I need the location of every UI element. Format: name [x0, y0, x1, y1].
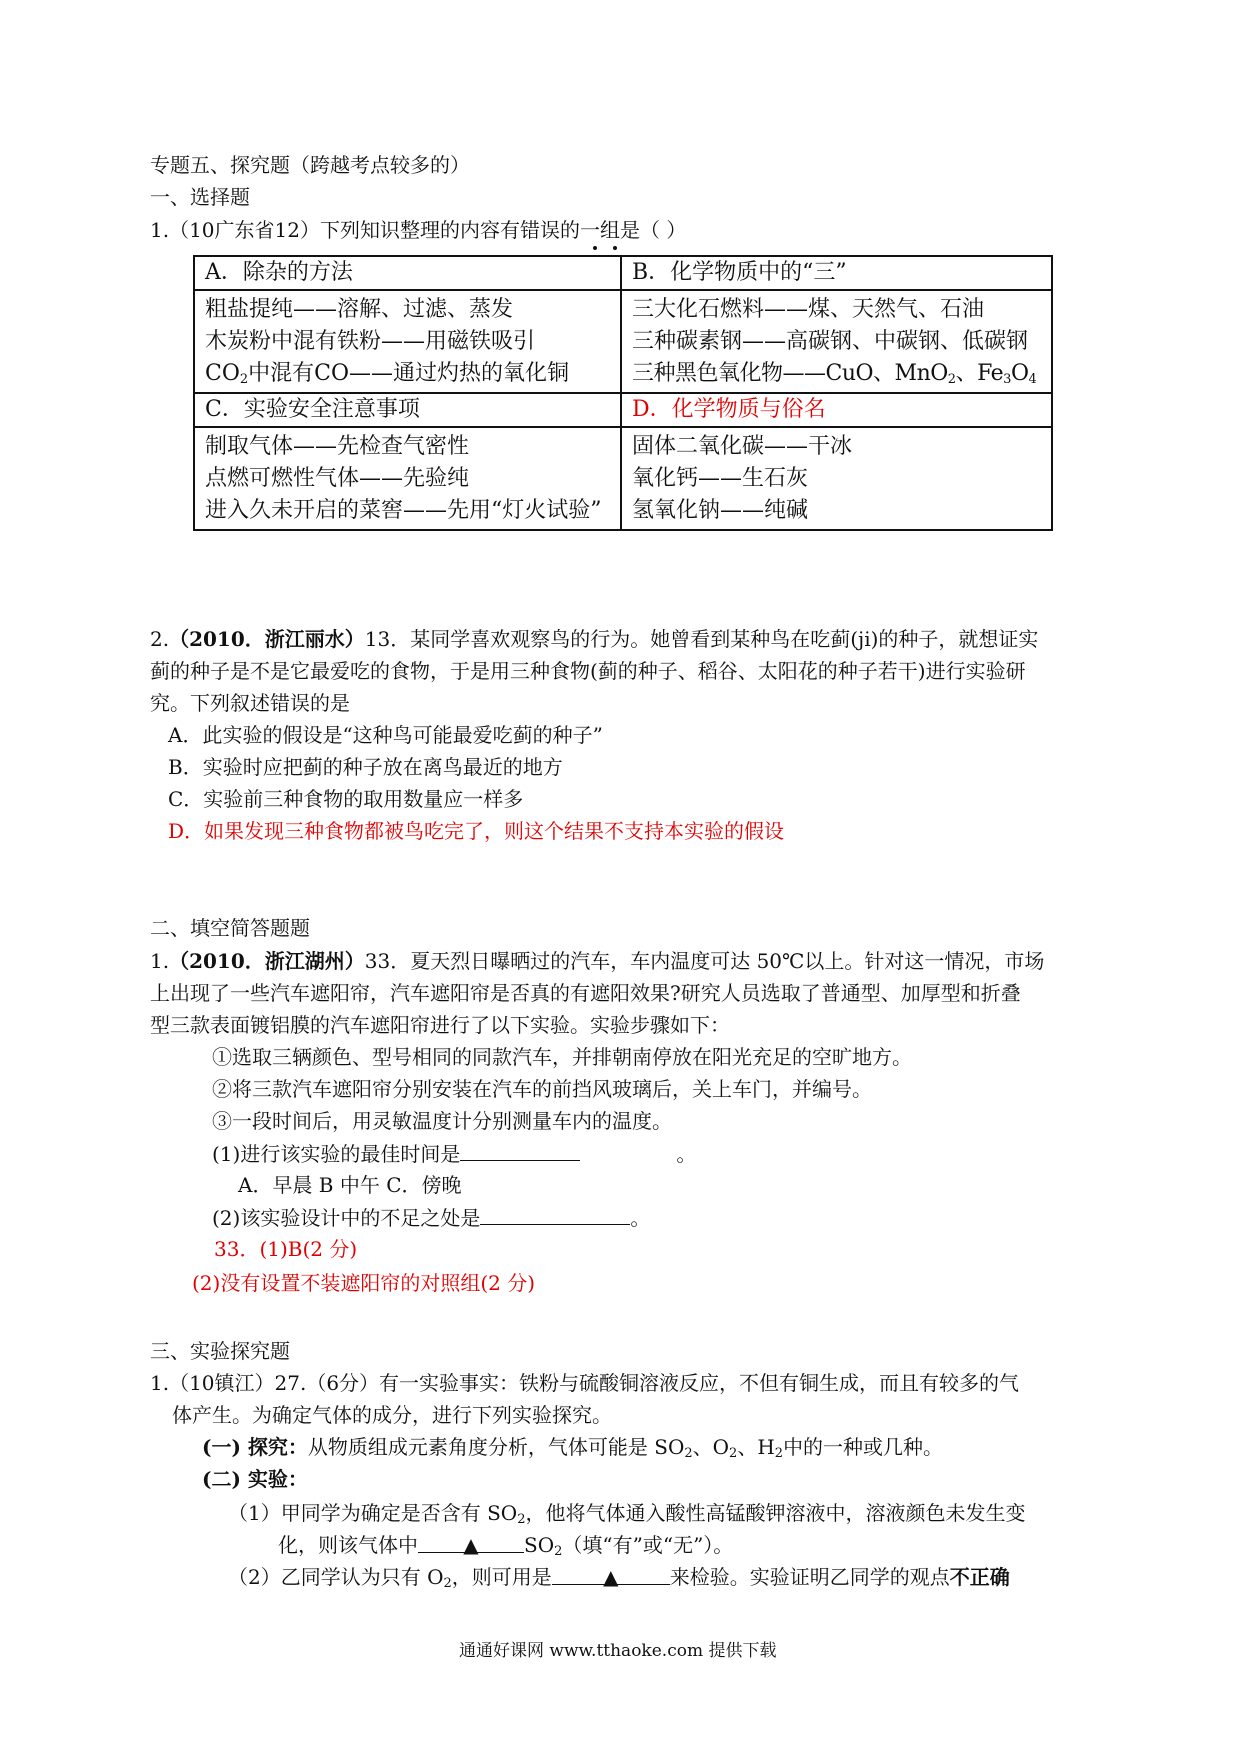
s3-e1-line2: 化，则该气体中 ▲ $SO_2$（填“有”或“无”）。 [278, 1533, 734, 1559]
cell-d-body [621, 427, 1052, 530]
q2-stem-line3: 究。下列叙述错误的是 [150, 691, 350, 715]
answer-blank[interactable] [480, 1204, 630, 1225]
q1-stem-suffix: 的一组是（ ） [559, 218, 687, 242]
table-line: 固体二氧化碳——干冰 [632, 434, 853, 459]
q2-option-a: A．此实验的假设是“这种鸟可能最爱吃蓟的种子” [168, 723, 603, 747]
section1-title: 一、选择题 [150, 185, 250, 209]
section3-title: 三、实验探究题 [150, 1339, 290, 1363]
cell-c-head: C．实验安全注意事项 [194, 393, 621, 427]
q2-option-b: B．实验时应把蓟的种子放在离鸟最近的地方 [168, 755, 563, 779]
table-line: 木炭粉中混有铁粉——用磁铁吸引 [205, 329, 536, 354]
table-line: 氧化钙——生石灰 [632, 466, 809, 491]
table-line: 点燃可燃性气体——先验纯 [205, 466, 470, 491]
q2-stem-line1: 2.（2010．浙江丽水）13．某同学喜欢观察鸟的行为。她曾看到某种鸟在吃蓟(ji)的种子，就想证实 [150, 627, 1039, 651]
s3-e1-line1: （1）甲同学为确定是否含有 $SO_2$，他将气体通入酸性高锰酸钾溶液中，溶液颜色未发生变 [228, 1501, 1026, 1527]
s2-sub1-options: A．早晨 B 中午 C．傍晚 [238, 1173, 462, 1197]
s2-stem-line3: 型三款表面镀铝膜的汽车遮阳帘进行了以下实验。实验步骤如下： [150, 1013, 730, 1037]
table-line: 进入久未开启的菜窖——先用“灯火试验” [205, 498, 602, 523]
answer-blank[interactable]: ▲ [418, 1532, 524, 1553]
cell-a-body [194, 290, 621, 393]
s3-stem-line2: 体产生。为确定气体的成分，进行下列实验探究。 [172, 1403, 612, 1427]
q2-option-d: D．如果发现三种食物都被鸟吃完了，则这个结果不支持本实验的假设 [168, 819, 785, 843]
knowledge-table [193, 255, 1053, 531]
cell-b-body [621, 290, 1052, 393]
topic-title: 专题五、探究题（跨越考点较多的） [150, 153, 470, 177]
answer-blank[interactable]: ▲ [552, 1564, 670, 1585]
table-line: 制取气体——先检查气密性 [205, 434, 470, 459]
emphasis-dot [593, 246, 597, 250]
cell-a-head: A．除杂的方法 [194, 256, 621, 290]
q2-stem-line2: 蓟的种子是不是它最爱吃的食物，于是用三种食物(蓟的种子、稻谷、太阳花的种子若干)进行实验研 [150, 659, 1026, 683]
table-line: 氢氧化钠——纯碱 [632, 498, 809, 523]
section2-title: 二、填空简答题题 [150, 916, 310, 940]
s3-stem-line1: 1.（10镇江）27.（6分）有一实验事实：铁粉与硫酸铜溶液反应，不但有铜生成，而且有较多的气 [150, 1371, 1020, 1395]
s2-step-2: ②将三款汽车遮阳帘分别安装在汽车的前挡风玻璃后，关上车门，并编号。 [212, 1077, 872, 1101]
table-line: 三大化石燃料——煤、天然气、石油 [632, 297, 985, 322]
s2-stem-line1: 1.（2010．浙江湖州）33．夏天烈日曝晒过的汽车，车内温度可达 50℃以上。针对这一情况，市场 [150, 949, 1045, 973]
q1-stem-prefix: 1.（10广东省12）下列知识整理的内容有 [150, 218, 520, 242]
answer-blank[interactable] [460, 1140, 580, 1161]
s2-sub1: (1)进行该实验的最佳时间是 。 [212, 1142, 697, 1166]
s2-step-1: ①选取三辆颜色、型号相同的同款汽车，并排朝南停放在阳光充足的空旷地方。 [212, 1045, 912, 1069]
s3-e2-line: （2）乙同学认为只有 $O_2$，则可用是 ▲ 来检验。实验证明乙同学的观点不正确 [228, 1565, 1010, 1591]
table-line: 三种碳素钢——高碳钢、中碳钢、低碳钢 [632, 329, 1029, 354]
table-line: 粗盐提纯——溶解、过滤、蒸发 [205, 297, 514, 322]
s2-step-3: ③一段时间后，用灵敏温度计分别测量车内的温度。 [212, 1109, 672, 1133]
cell-d-head: D．化学物质与俗名 [621, 393, 1052, 427]
s3-experiment-label: (二) 实验： [202, 1467, 308, 1491]
emphasis-dot [613, 246, 617, 250]
s2-answer-1: 33．(1)B(2 分) [214, 1237, 358, 1261]
s2-answer-2: (2)没有设置不装遮阳帘的对照组(2 分) [192, 1271, 536, 1295]
footer-source: 通通好课网 www.tthaoke.com 提供下载 [459, 1641, 777, 1661]
q1-stem-emph: 错误 [519, 218, 560, 242]
s2-sub2: (2)该实验设计中的不足之处是 。 [212, 1206, 651, 1230]
q1-stem [150, 217, 686, 243]
q2-option-c: C．实验前三种食物的取用数量应一样多 [168, 787, 524, 811]
s3-explore: (一) 探究：从物质组成元素角度分析，气体可能是 $SO_2$、$O_2$、$H_2$中的一种或几种。 [202, 1435, 944, 1461]
table-line: $CO_2$中混有CO——通过灼热的氧化铜 [205, 361, 570, 387]
cell-c-body [194, 427, 621, 530]
s2-stem-line2: 上出现了一些汽车遮阳帘，汽车遮阳帘是否真的有遮阳效果?研究人员选取了普通型、加厚型和折叠 [150, 981, 1021, 1005]
cell-b-head: B．化学物质中的“三” [621, 256, 1052, 290]
table-line: 三种黑色氧化物——CuO、MnO$_2$、$Fe_3O_4$ [632, 361, 1037, 387]
